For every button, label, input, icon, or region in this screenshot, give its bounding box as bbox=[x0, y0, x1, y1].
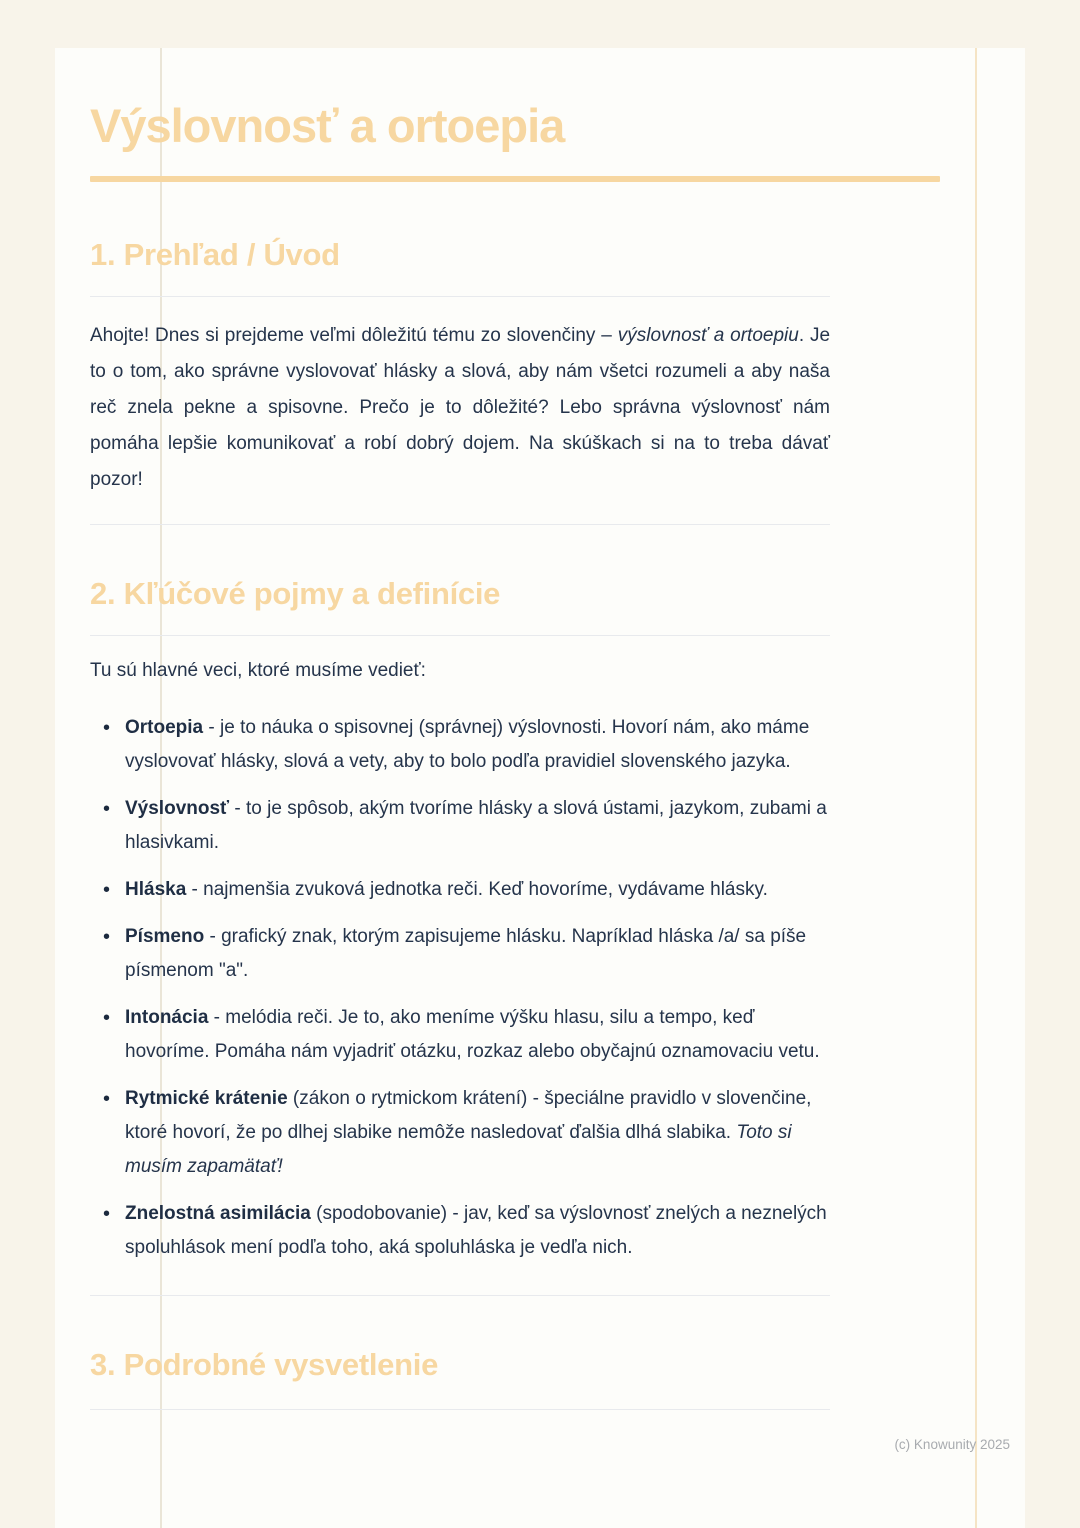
term-definition: (zákon o rytmickom krátení) - špeciálne pravidlo v slovenčine, ktoré hovorí, že po dlhej slabike nemôže nasledovať ďalšia dlhá slabika. bbox=[125, 1088, 812, 1144]
term-definition: - najmenšia zvuková jednotka reči. Keď hovoríme, vydávame hlásky. bbox=[186, 879, 768, 901]
list-item bbox=[90, 1082, 835, 1184]
heading-divider bbox=[90, 635, 830, 636]
term-definition: - grafický znak, ktorým zapisujeme hlásku. Napríklad hláska /a/ sa píše písmenom "a". bbox=[125, 926, 807, 982]
section-heading-concepts: 2. Kľúčové pojmy a definície bbox=[90, 575, 501, 611]
section-detail bbox=[90, 1346, 955, 1410]
section-heading-detail: 3. Podrobné vysvetlenie bbox=[90, 1347, 439, 1383]
paragraph-italic-text: výslovnosť a ortoepiu bbox=[617, 324, 799, 346]
term-note-italic: Toto si musím zapamätať! bbox=[125, 1122, 792, 1178]
list-item bbox=[90, 873, 835, 907]
list-item bbox=[90, 1197, 835, 1265]
copyright-watermark: (c) Knowunity 2025 bbox=[894, 1437, 1010, 1452]
term-label: Výslovnosť bbox=[125, 798, 230, 820]
term-label: Písmeno bbox=[125, 926, 205, 948]
section-concepts bbox=[90, 575, 955, 1296]
term-label: Rytmické krátenie bbox=[125, 1088, 288, 1110]
section-overview bbox=[90, 236, 955, 525]
term-definition: - je to náuka o spisovnej (správnej) výslovnosti. Hovorí nám, ako máme vyslovovať hlásky, slová a vety, aby to bolo podľa pravidiel slovenského jazyka. bbox=[125, 717, 810, 773]
list-item bbox=[90, 920, 835, 988]
section-heading-overview: 1. Prehľad / Úvod bbox=[90, 236, 340, 272]
document-content bbox=[55, 48, 955, 1410]
concepts-intro: Tu sú hlavné veci, ktoré musíme vedieť: bbox=[90, 660, 426, 682]
paragraph-text: Ahojte! Dnes si prejdeme veľmi dôležitú tému zo slovenčiny – bbox=[90, 324, 618, 346]
document-sheet bbox=[55, 48, 1025, 1528]
list-item bbox=[90, 792, 835, 860]
section-divider bbox=[90, 524, 830, 525]
paragraph-text: . Je to o tom, ako správne vyslovovať hlásky a slová, aby nám všetci rozumeli a aby naša reč znela pekne a spisovne. Prečo je to dôležité? Lebo správna výslovnosť nám pomáha lepšie komunikovať a robí dobrý dojem. Na skúškach si na to treba dávať pozor! bbox=[90, 324, 831, 490]
term-label: Ortoepia bbox=[125, 717, 204, 739]
heading-divider bbox=[90, 1409, 830, 1410]
term-definition: - to je spôsob, akým tvoríme hlásky a slová ústami, jazykom, zubami a hlasivkami. bbox=[125, 798, 827, 854]
margin-line-right bbox=[975, 48, 977, 1528]
overview-paragraph bbox=[90, 318, 830, 498]
title-underline bbox=[90, 176, 940, 182]
term-label: Znelostná asimilácia bbox=[125, 1203, 311, 1225]
document-title: Výslovnosť a ortoepia bbox=[90, 99, 565, 152]
term-label: Hláska bbox=[125, 879, 187, 901]
term-definition: - melódia reči. Je to, ako meníme výšku hlasu, silu a tempo, keď hovoríme. Pomáha nám vyjadriť otázku, rozkaz alebo obyčajnú oznamovaciu vetu. bbox=[125, 1007, 820, 1063]
heading-divider bbox=[90, 296, 830, 297]
term-definition: (spodobovanie) - jav, keď sa výslovnosť znelých a neznelých spoluhlások mení podľa toho, aká spoluhláska je vedľa nich. bbox=[125, 1203, 827, 1259]
list-item bbox=[90, 711, 835, 779]
concepts-list bbox=[90, 711, 835, 1265]
section-divider bbox=[90, 1295, 830, 1296]
list-item bbox=[90, 1001, 835, 1069]
term-label: Intonácia bbox=[125, 1007, 209, 1029]
